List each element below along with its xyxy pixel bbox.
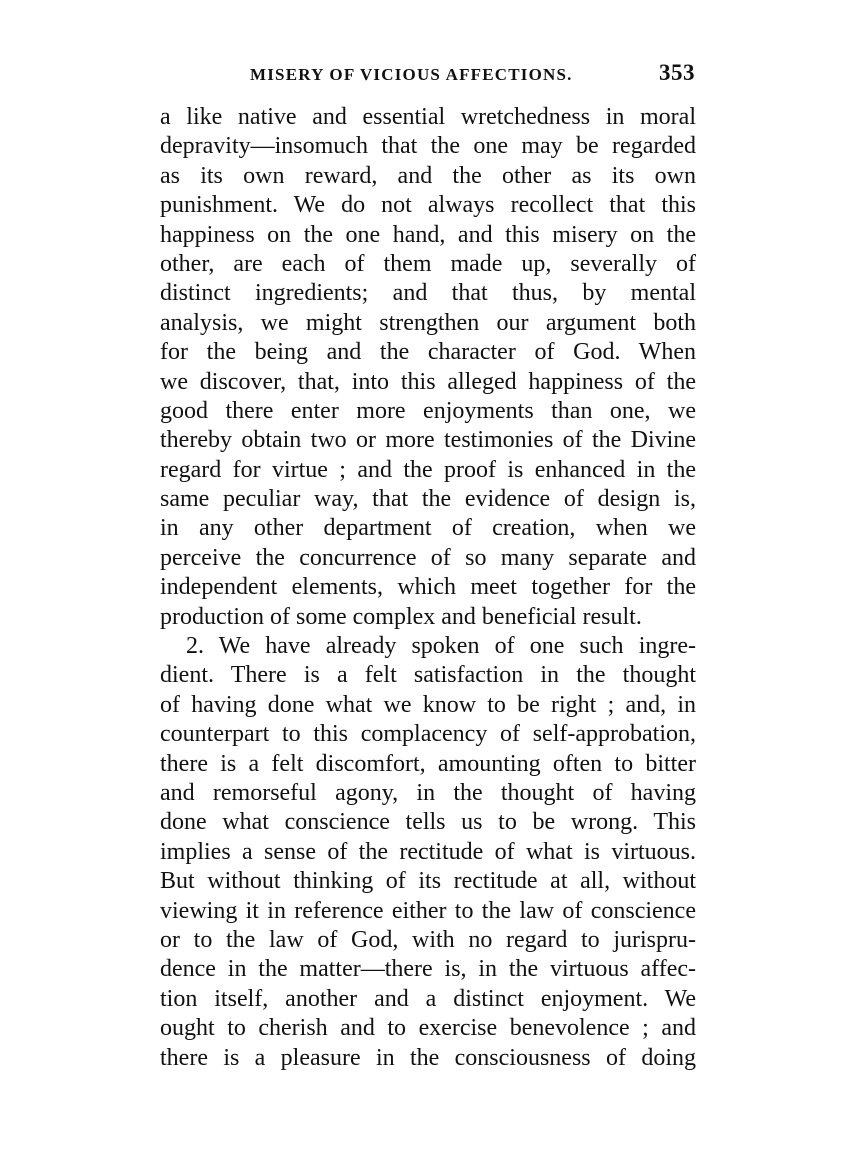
text-line: analysis, we might strengthen our argument both <box>160 309 696 336</box>
paragraph <box>160 632 696 1073</box>
text-line: viewing it in reference either to the law of conscience <box>160 897 696 924</box>
text-line: for the being and the character of God. When <box>160 339 696 366</box>
text-line: other, are each of them made up, severally of <box>160 250 696 277</box>
running-head <box>160 60 695 90</box>
text-line: in any other department of creation, when we <box>160 515 696 542</box>
text-line: perceive the concurrence of so many separate and <box>160 544 696 571</box>
text-line: regard for virtue ; and the proof is enhanced in the <box>160 456 696 483</box>
text-line: or to the law of God, with no regard to jurispru- <box>160 926 696 953</box>
running-title: MISERY OF VICIOUS AFFECTIONS. <box>250 65 573 84</box>
text-line: thereby obtain two or more testimonies of the Divine <box>160 427 696 454</box>
text-line: punishment. We do not always recollect that this <box>160 192 696 219</box>
text-line: done what conscience tells us to be wrong. This <box>160 809 696 836</box>
text-line: of having done what we know to be right ; and, in <box>160 691 696 718</box>
text-line: and remorseful agony, in the thought of having <box>160 779 696 806</box>
text-line: 2. We have already spoken of one such ingre- <box>186 633 696 660</box>
body-text <box>160 103 696 1073</box>
text-line: we discover, that, into this alleged happiness of the <box>160 368 696 395</box>
text-line: production of some complex and beneficial result. <box>160 603 642 630</box>
text-line: depravity—insomuch that the one may be regarded <box>160 133 696 160</box>
text-line: dence in the matter—there is, in the virtuous affec- <box>160 956 696 983</box>
text-line: happiness on the one hand, and this misery on the <box>160 221 696 248</box>
text-line: tion itself, another and a distinct enjoyment. We <box>160 985 696 1012</box>
text-line: But without thinking of its rectitude at all, without <box>160 868 696 895</box>
text-line: as its own reward, and the other as its own <box>160 162 696 189</box>
paragraph <box>160 103 696 632</box>
page-number: 353 <box>659 60 695 85</box>
text-line: dient. There is a felt satisfaction in the thought <box>160 662 696 689</box>
text-line: implies a sense of the rectitude of what is virtuous. <box>160 838 696 865</box>
text-line: independent elements, which meet together for the <box>160 574 696 601</box>
text-line: a like native and essential wretchedness in moral <box>160 104 696 130</box>
text-line: distinct ingredients; and that thus, by mental <box>160 280 696 307</box>
text-line: good there enter more enjoyments than one, we <box>160 397 696 424</box>
text-line: counterpart to this complacency of self-approbation, <box>160 721 696 748</box>
text-line: there is a pleasure in the consciousness of doing <box>160 1044 696 1071</box>
text-line: ought to cherish and to exercise benevolence ; and <box>160 1015 696 1042</box>
text-line: there is a felt discomfort, amounting often to bitter <box>160 750 696 777</box>
text-line: same peculiar way, that the evidence of design is, <box>160 486 696 513</box>
